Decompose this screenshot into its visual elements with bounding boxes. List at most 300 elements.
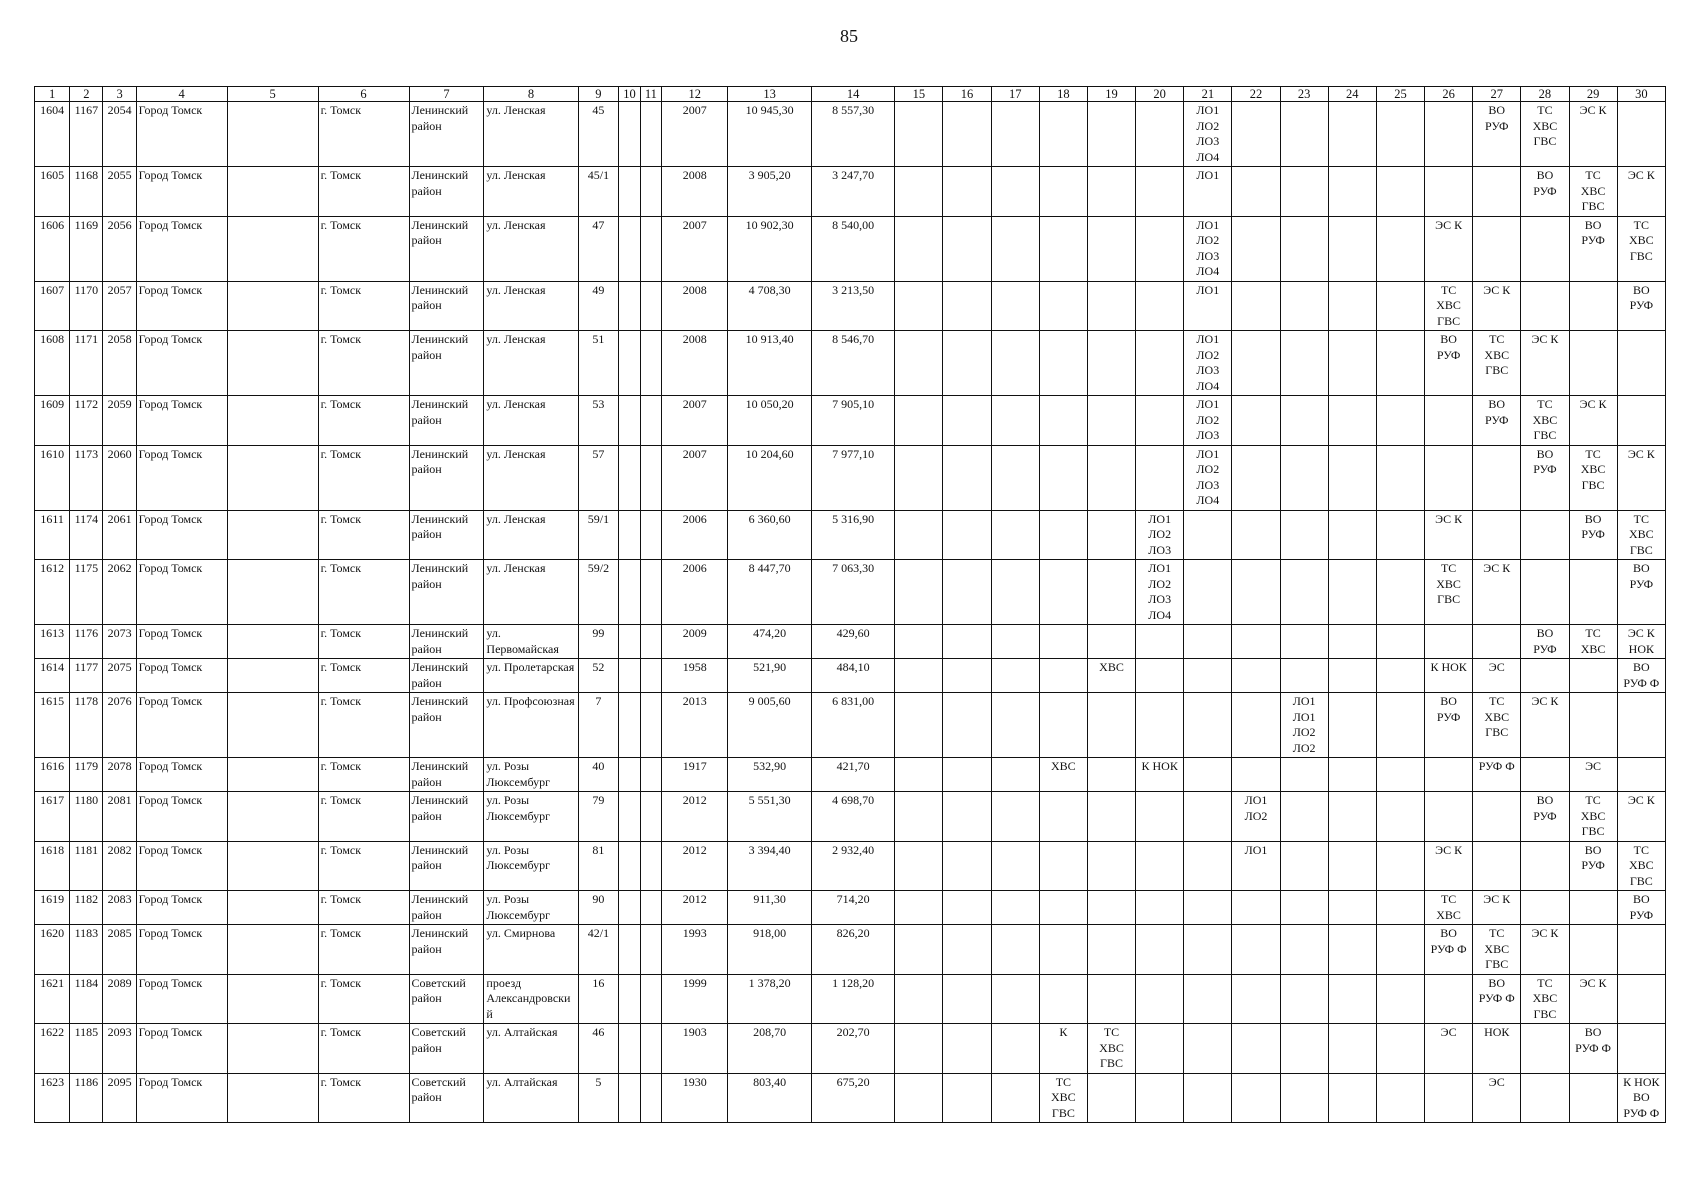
cell-col-21: ЛО1 — [1184, 281, 1232, 331]
cell-col-16 — [943, 396, 991, 446]
cell-col-18 — [1039, 445, 1087, 510]
cell-col-23 — [1280, 445, 1328, 510]
cell-col-7: Ленинский район — [409, 560, 484, 625]
cell-col-15 — [895, 281, 943, 331]
cell-col-9: 59/1 — [578, 510, 619, 560]
cell-col-4: Город Томск — [136, 510, 227, 560]
cell-col-21 — [1184, 560, 1232, 625]
cell-col-18 — [1039, 925, 1087, 975]
cell-col-25 — [1376, 331, 1424, 396]
cell-col-16 — [943, 1073, 991, 1123]
cell-col-26 — [1425, 974, 1473, 1024]
cell-col-6: г. Томск — [318, 693, 409, 758]
cell-col-23 — [1280, 659, 1328, 693]
cell-col-24 — [1328, 693, 1376, 758]
cell-col-29 — [1569, 693, 1617, 758]
cell-col-7: Советский район — [409, 974, 484, 1024]
table-row — [35, 792, 1666, 842]
cell-col-30 — [1617, 102, 1665, 167]
cell-col-6: г. Томск — [318, 891, 409, 925]
cell-col-20 — [1136, 1073, 1184, 1123]
cell-col-8: ул. Пролетарская — [484, 659, 578, 693]
cell-col-3: 2061 — [103, 510, 136, 560]
cell-col-25 — [1376, 659, 1424, 693]
cell-col-8: ул. Алтайская — [484, 1024, 578, 1074]
cell-col-27 — [1473, 841, 1521, 891]
cell-col-8: ул. Смирнова — [484, 925, 578, 975]
cell-col-2: 1177 — [70, 659, 103, 693]
cell-col-5 — [227, 560, 318, 625]
cell-col-15 — [895, 925, 943, 975]
cell-col-17 — [991, 625, 1039, 659]
cell-col-1: 1611 — [35, 510, 70, 560]
cell-col-6: г. Томск — [318, 331, 409, 396]
cell-col-19 — [1087, 1073, 1135, 1123]
cell-col-19 — [1087, 331, 1135, 396]
cell-col-16 — [943, 281, 991, 331]
cell-col-11 — [640, 281, 661, 331]
cell-col-16 — [943, 758, 991, 792]
cell-col-5 — [227, 659, 318, 693]
cell-col-26 — [1425, 331, 1473, 396]
cell-col-12: 2006 — [662, 560, 728, 625]
cell-text: ВО РУФ — [1629, 561, 1654, 591]
table-row — [35, 560, 1666, 625]
cell-col-14: 8 546,70 — [811, 331, 894, 396]
cell-col-18 — [1039, 216, 1087, 281]
cell-col-3: 2060 — [103, 445, 136, 510]
cell-col-20 — [1136, 841, 1184, 891]
cell-col-12: 2012 — [662, 891, 728, 925]
cell-col-1: 1605 — [35, 167, 70, 217]
cell-col-4: Город Томск — [136, 445, 227, 510]
cell-col-14: 6 831,00 — [811, 693, 894, 758]
cell-col-8: ул. Розы Люксембург — [484, 792, 578, 842]
cell-col-12: 2007 — [662, 445, 728, 510]
cell-col-27 — [1473, 396, 1521, 446]
cell-col-27: РУФ Ф — [1473, 758, 1521, 792]
cell-col-29 — [1569, 1073, 1617, 1123]
cell-col-29 — [1569, 331, 1617, 396]
cell-col-13: 6 360,60 — [728, 510, 811, 560]
cell-col-28 — [1521, 974, 1569, 1024]
cell-col-17 — [991, 331, 1039, 396]
cell-col-8: ул. Профсоюзная — [484, 693, 578, 758]
cell-col-13: 10 204,60 — [728, 445, 811, 510]
cell-col-17 — [991, 758, 1039, 792]
cell-col-17 — [991, 1024, 1039, 1074]
cell-col-5 — [227, 925, 318, 975]
column-header-21: 21 — [1184, 87, 1232, 102]
cell-col-10 — [619, 167, 640, 217]
cell-col-20 — [1136, 560, 1184, 625]
cell-col-17 — [991, 891, 1039, 925]
cell-col-28: ЭС К — [1521, 331, 1569, 396]
cell-col-25 — [1376, 167, 1424, 217]
cell-col-23 — [1280, 1024, 1328, 1074]
column-header-29: 29 — [1569, 87, 1617, 102]
cell-col-23 — [1280, 792, 1328, 842]
cell-col-28 — [1521, 625, 1569, 659]
cell-col-1: 1612 — [35, 560, 70, 625]
cell-col-15 — [895, 396, 943, 446]
column-header-4: 4 — [136, 87, 227, 102]
cell-col-10 — [619, 396, 640, 446]
column-header-3: 3 — [103, 87, 136, 102]
cell-col-7: Ленинский район — [409, 792, 484, 842]
cell-col-20 — [1136, 974, 1184, 1024]
cell-col-11 — [640, 167, 661, 217]
cell-col-8: проезд Александровский — [484, 974, 578, 1024]
cell-col-22 — [1232, 758, 1280, 792]
cell-col-27 — [1473, 974, 1521, 1024]
cell-col-12: 2006 — [662, 510, 728, 560]
cell-col-9: 47 — [578, 216, 619, 281]
cell-col-6: г. Томск — [318, 102, 409, 167]
cell-col-18 — [1039, 560, 1087, 625]
cell-col-26 — [1425, 693, 1473, 758]
cell-col-21 — [1184, 841, 1232, 891]
cell-col-12: 1917 — [662, 758, 728, 792]
cell-col-29 — [1569, 925, 1617, 975]
cell-col-23 — [1280, 396, 1328, 446]
cell-col-8: ул. Розы Люксембург — [484, 891, 578, 925]
cell-col-20 — [1136, 281, 1184, 331]
column-header-24: 24 — [1328, 87, 1376, 102]
column-header-12: 12 — [662, 87, 728, 102]
cell-col-30: ЭС К — [1617, 792, 1665, 842]
cell-col-12: 2008 — [662, 331, 728, 396]
cell-col-20 — [1136, 445, 1184, 510]
cell-col-6: г. Томск — [318, 167, 409, 217]
cell-col-10 — [619, 1024, 640, 1074]
cell-col-5 — [227, 758, 318, 792]
cell-text: ВО РУФ Ф — [1478, 975, 1515, 1005]
column-header-7: 7 — [409, 87, 484, 102]
cell-col-16 — [943, 331, 991, 396]
cell-text: ВО РУФ — [1581, 511, 1605, 541]
column-header-13: 13 — [728, 87, 811, 102]
cell-col-13: 10 945,30 — [728, 102, 811, 167]
cell-col-30 — [1617, 891, 1665, 925]
cell-col-8: ул. Ленская — [484, 396, 578, 446]
cell-col-24 — [1328, 1024, 1376, 1074]
cell-col-24 — [1328, 396, 1376, 446]
cell-col-27 — [1473, 693, 1521, 758]
cell-col-24 — [1328, 102, 1376, 167]
cell-col-15 — [895, 758, 943, 792]
cell-col-21 — [1184, 445, 1232, 510]
cell-col-22 — [1232, 216, 1280, 281]
cell-col-28 — [1521, 1073, 1569, 1123]
cell-col-23 — [1280, 841, 1328, 891]
cell-col-26 — [1425, 560, 1473, 625]
cell-col-29: ЭС К — [1569, 974, 1617, 1024]
cell-col-1: 1609 — [35, 396, 70, 446]
cell-col-10 — [619, 693, 640, 758]
cell-col-9: 51 — [578, 331, 619, 396]
column-header-5: 5 — [227, 87, 318, 102]
column-header-15: 15 — [895, 87, 943, 102]
cell-col-29 — [1569, 659, 1617, 693]
cell-col-25 — [1376, 102, 1424, 167]
cell-col-21: ЛО1 — [1184, 167, 1232, 217]
cell-col-26: ЭС К — [1425, 841, 1473, 891]
table-row — [35, 1024, 1666, 1074]
cell-text: ТС ХВС ГВС — [1532, 103, 1558, 148]
cell-col-26 — [1425, 102, 1473, 167]
cell-col-25 — [1376, 693, 1424, 758]
cell-col-25 — [1376, 758, 1424, 792]
table-row — [35, 216, 1666, 281]
cell-text: ВО РУФ — [1533, 446, 1557, 476]
cell-col-4: Город Томск — [136, 396, 227, 446]
cell-col-22 — [1232, 510, 1280, 560]
cell-col-6: г. Томск — [318, 625, 409, 659]
cell-col-18: К — [1039, 1024, 1087, 1074]
cell-col-10 — [619, 659, 640, 693]
cell-col-3: 2062 — [103, 560, 136, 625]
cell-col-14: 5 316,90 — [811, 510, 894, 560]
cell-col-19 — [1087, 281, 1135, 331]
cell-col-2: 1176 — [70, 625, 103, 659]
cell-col-21 — [1184, 925, 1232, 975]
cell-col-20: К НОК — [1136, 758, 1184, 792]
cell-col-4: Город Томск — [136, 693, 227, 758]
cell-col-30 — [1617, 625, 1665, 659]
cell-col-15 — [895, 974, 943, 1024]
cell-col-15 — [895, 693, 943, 758]
cell-col-6: г. Томск — [318, 925, 409, 975]
column-header-18: 18 — [1039, 87, 1087, 102]
cell-col-5 — [227, 974, 318, 1024]
cell-col-7: Ленинский район — [409, 331, 484, 396]
cell-text: ТС ХВС ГВС — [1099, 1025, 1124, 1070]
cell-col-12: 2008 — [662, 167, 728, 217]
cell-col-20 — [1136, 625, 1184, 659]
cell-col-22 — [1232, 331, 1280, 396]
cell-col-24 — [1328, 445, 1376, 510]
cell-col-25 — [1376, 216, 1424, 281]
cell-col-25 — [1376, 396, 1424, 446]
cell-col-18 — [1039, 693, 1087, 758]
cell-col-26 — [1425, 758, 1473, 792]
table-body — [35, 102, 1666, 1123]
cell-col-24 — [1328, 659, 1376, 693]
cell-col-22 — [1232, 102, 1280, 167]
cell-col-4: Город Томск — [136, 792, 227, 842]
cell-col-3: 2082 — [103, 841, 136, 891]
cell-col-1: 1614 — [35, 659, 70, 693]
cell-col-23 — [1280, 925, 1328, 975]
cell-col-17 — [991, 167, 1039, 217]
cell-col-26: ЭС — [1425, 1024, 1473, 1074]
cell-col-2: 1171 — [70, 331, 103, 396]
cell-text: ТС ХВС ГВС — [1580, 168, 1606, 213]
cell-col-2: 1170 — [70, 281, 103, 331]
cell-text: ВО РУФ — [1485, 397, 1509, 427]
cell-col-29: ЭС К — [1569, 396, 1617, 446]
cell-col-8: ул. Розы Люксембург — [484, 758, 578, 792]
cell-col-18 — [1039, 167, 1087, 217]
cell-col-21 — [1184, 102, 1232, 167]
column-header-27: 27 — [1473, 87, 1521, 102]
cell-col-6: г. Томск — [318, 792, 409, 842]
cell-col-3: 2055 — [103, 167, 136, 217]
column-header-23: 23 — [1280, 87, 1328, 102]
cell-col-10 — [619, 974, 640, 1024]
cell-col-26: ЭС К — [1425, 216, 1473, 281]
cell-col-9: 90 — [578, 891, 619, 925]
cell-col-10 — [619, 510, 640, 560]
cell-col-6: г. Томск — [318, 841, 409, 891]
cell-col-11 — [640, 1024, 661, 1074]
cell-col-12: 2007 — [662, 216, 728, 281]
cell-col-25 — [1376, 974, 1424, 1024]
cell-col-9: 79 — [578, 792, 619, 842]
cell-col-2: 1167 — [70, 102, 103, 167]
cell-col-22 — [1232, 560, 1280, 625]
cell-col-26 — [1425, 792, 1473, 842]
cell-col-3: 2083 — [103, 891, 136, 925]
table-row — [35, 102, 1666, 167]
cell-text: ЛО1 ЛО2 ЛО3 ЛО4 — [1196, 217, 1220, 278]
cell-col-11 — [640, 974, 661, 1024]
cell-col-17 — [991, 510, 1039, 560]
cell-col-15 — [895, 560, 943, 625]
cell-col-18 — [1039, 891, 1087, 925]
cell-col-30 — [1617, 216, 1665, 281]
cell-text: ВО РУФ — [1436, 332, 1461, 362]
cell-col-17 — [991, 925, 1039, 975]
cell-text: ЛО1 ЛО2 ЛО3 ЛО4 — [1148, 561, 1172, 622]
column-header-1: 1 — [35, 87, 70, 102]
cell-col-28 — [1521, 1024, 1569, 1074]
column-header-25: 25 — [1376, 87, 1424, 102]
cell-col-12: 2008 — [662, 281, 728, 331]
cell-col-14: 714,20 — [811, 891, 894, 925]
cell-col-4: Город Томск — [136, 102, 227, 167]
cell-col-27: ЭС К — [1473, 891, 1521, 925]
cell-col-23 — [1280, 693, 1328, 758]
cell-col-2: 1169 — [70, 216, 103, 281]
cell-col-22 — [1232, 281, 1280, 331]
cell-col-3: 2054 — [103, 102, 136, 167]
cell-col-15 — [895, 1073, 943, 1123]
cell-col-27 — [1473, 510, 1521, 560]
cell-col-2: 1180 — [70, 792, 103, 842]
cell-col-21 — [1184, 1024, 1232, 1074]
cell-col-1: 1617 — [35, 792, 70, 842]
cell-col-22 — [1232, 1024, 1280, 1074]
cell-col-9: 81 — [578, 841, 619, 891]
cell-col-19 — [1087, 891, 1135, 925]
cell-col-20 — [1136, 792, 1184, 842]
cell-col-23 — [1280, 625, 1328, 659]
cell-col-13: 3 905,20 — [728, 167, 811, 217]
cell-col-21 — [1184, 974, 1232, 1024]
cell-col-5 — [227, 891, 318, 925]
cell-col-11 — [640, 102, 661, 167]
cell-text: ТС ХВС — [1436, 892, 1461, 922]
cell-col-12: 2013 — [662, 693, 728, 758]
cell-col-7: Ленинский район — [409, 396, 484, 446]
cell-col-17 — [991, 281, 1039, 331]
cell-col-3: 2058 — [103, 331, 136, 396]
cell-col-8: ул. Ленская — [484, 510, 578, 560]
cell-col-7: Ленинский район — [409, 841, 484, 891]
table-row — [35, 841, 1666, 891]
cell-col-10 — [619, 891, 640, 925]
cell-col-14: 4 698,70 — [811, 792, 894, 842]
cell-col-4: Город Томск — [136, 659, 227, 693]
cell-col-2: 1175 — [70, 560, 103, 625]
cell-col-13: 5 551,30 — [728, 792, 811, 842]
cell-col-11 — [640, 510, 661, 560]
cell-col-22 — [1232, 445, 1280, 510]
cell-col-12: 1903 — [662, 1024, 728, 1074]
cell-col-12: 1993 — [662, 925, 728, 975]
cell-col-13: 9 005,60 — [728, 693, 811, 758]
cell-col-12: 2012 — [662, 792, 728, 842]
cell-col-5 — [227, 693, 318, 758]
cell-col-19 — [1087, 693, 1135, 758]
cell-text: ЛО1 ЛО2 ЛО3 ЛО4 — [1196, 446, 1220, 507]
table-row — [35, 625, 1666, 659]
table-row — [35, 281, 1666, 331]
cell-col-7: Ленинский район — [409, 102, 484, 167]
cell-col-28 — [1521, 396, 1569, 446]
cell-col-3: 2081 — [103, 792, 136, 842]
cell-col-2: 1181 — [70, 841, 103, 891]
cell-col-23 — [1280, 974, 1328, 1024]
cell-col-6: г. Томск — [318, 510, 409, 560]
cell-col-18 — [1039, 102, 1087, 167]
cell-col-16 — [943, 891, 991, 925]
cell-text: ВО РУФ — [1533, 793, 1557, 823]
cell-text: ВО РУФ — [1629, 282, 1654, 312]
cell-col-18 — [1039, 659, 1087, 693]
cell-text: ВО РУФ — [1533, 626, 1557, 656]
cell-text: ТС ХВС ГВС — [1484, 694, 1510, 739]
cell-col-19 — [1087, 1024, 1135, 1074]
cell-col-11 — [640, 396, 661, 446]
cell-col-27 — [1473, 102, 1521, 167]
cell-col-27: ЭС К — [1473, 560, 1521, 625]
cell-col-5 — [227, 216, 318, 281]
cell-col-5 — [227, 396, 318, 446]
cell-col-19 — [1087, 560, 1135, 625]
cell-col-7: Ленинский район — [409, 281, 484, 331]
cell-col-15 — [895, 216, 943, 281]
cell-col-30: ЭС К — [1617, 167, 1665, 217]
cell-col-2: 1182 — [70, 891, 103, 925]
cell-text: ЭС К НОК — [1627, 626, 1655, 656]
cell-col-19: ХВС — [1087, 659, 1135, 693]
cell-col-15 — [895, 792, 943, 842]
cell-col-6: г. Томск — [318, 560, 409, 625]
cell-col-5 — [227, 281, 318, 331]
cell-col-13: 3 394,40 — [728, 841, 811, 891]
cell-col-11 — [640, 925, 661, 975]
cell-col-23 — [1280, 1073, 1328, 1123]
cell-col-5 — [227, 445, 318, 510]
cell-col-15 — [895, 625, 943, 659]
cell-col-12: 1930 — [662, 1073, 728, 1123]
cell-col-25 — [1376, 841, 1424, 891]
cell-col-10 — [619, 445, 640, 510]
cell-col-29 — [1569, 625, 1617, 659]
